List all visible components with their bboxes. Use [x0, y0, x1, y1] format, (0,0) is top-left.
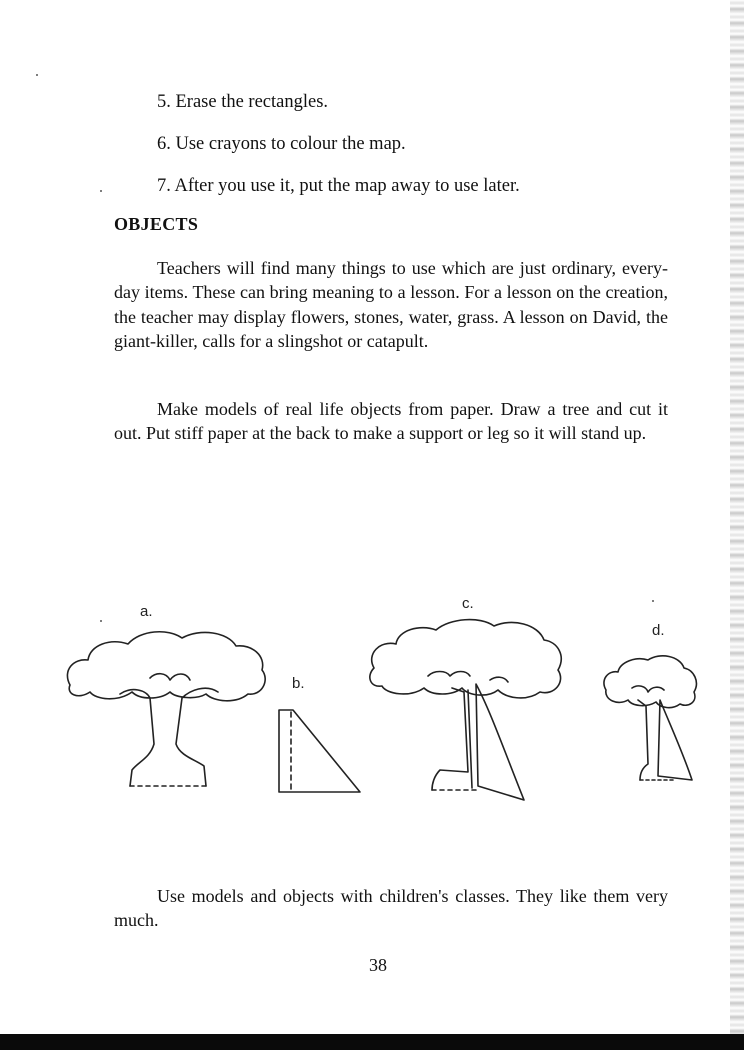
figure-label-b: b. [292, 675, 305, 692]
list-item-7: 7. After you use it, put the map away to use later. [157, 176, 520, 196]
figure-label-d: d. [652, 622, 665, 639]
tree-c-illustration [370, 620, 561, 800]
paragraph-teachers: Teachers will find many things to use which are just ordinary, every-day items. These can bring meaning to a lesson. For a lesson on the creation, the teacher may display flowers, stones, water, grass. A lesson on David, the giant-killer, calls for a slingshot or catapult. [114, 258, 668, 352]
scan-speck [36, 74, 38, 76]
scan-bottom-edge [0, 1034, 744, 1050]
section-heading-objects: OBJECTS [114, 214, 199, 234]
list-item-5: 5. Erase the rectangles. [157, 92, 329, 112]
figure-label-c: c. [462, 595, 474, 612]
scan-speck [100, 190, 102, 192]
list-item-6: 6. Use crayons to colour the map. [157, 134, 406, 154]
support-b-illustration [279, 710, 360, 792]
page-number: 38 [369, 955, 387, 975]
scan-speck [652, 600, 654, 602]
scan-speck [100, 620, 102, 622]
paragraph-make-models: Make models of real life objects from paper. Draw a tree and cut it out. Put stiff paper at the back to make a support or leg so it will stand up. [114, 399, 668, 444]
scan-right-edge [730, 0, 744, 1035]
tree-a-illustration [67, 632, 265, 786]
paragraph-use-models: Use models and objects with children's classes. They like them very much. [114, 886, 668, 931]
figure-label-a: a. [140, 603, 153, 620]
tree-d-illustration [604, 656, 696, 780]
